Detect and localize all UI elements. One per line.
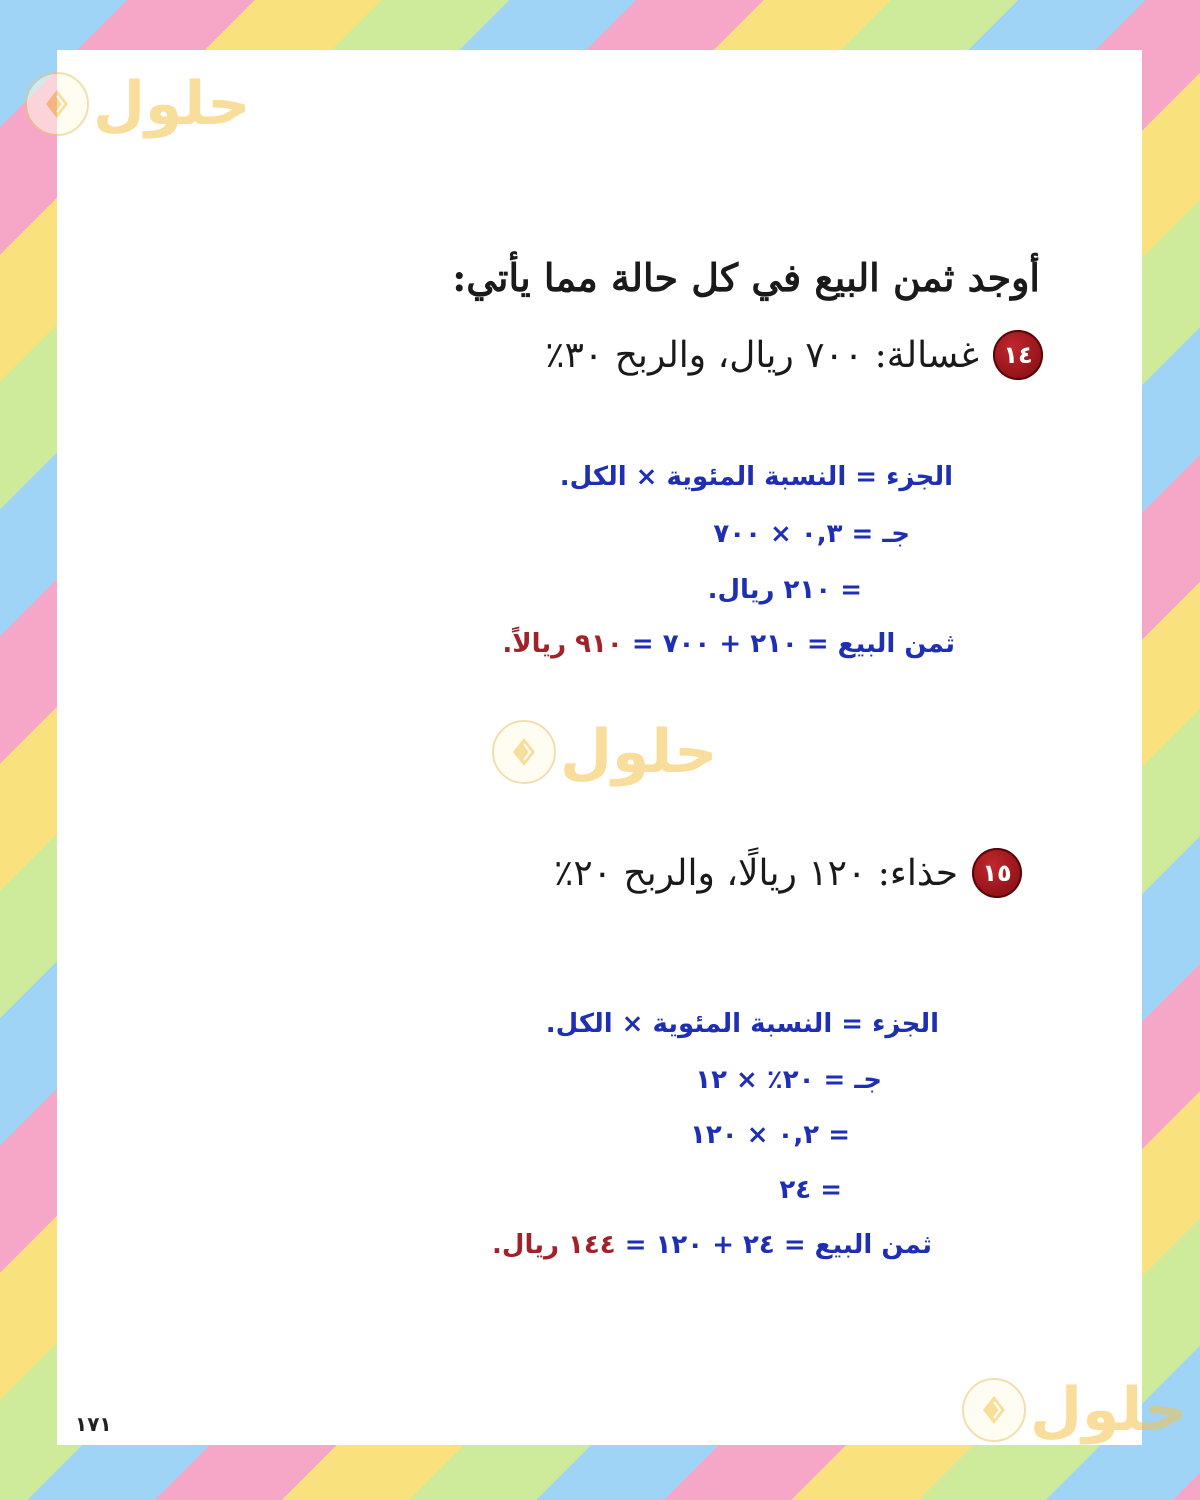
watermark-logo-top: [25, 69, 251, 139]
selling-price-result: ٩١٠ ريالاً.: [502, 629, 623, 659]
solution-14-line-3: = ٢١٠ ريال.: [707, 575, 862, 605]
watermark-text: حلول: [1030, 1375, 1188, 1445]
selling-price-result: ١٤٤ ريال.: [492, 1230, 616, 1260]
selling-price-expression: ثمن البيع = ٢١٠ + ٧٠٠ =: [631, 629, 955, 659]
solution-15-line-1: الجزء = النسبة المئوية × الكل.: [545, 1009, 939, 1039]
watermark-text: حلول: [93, 69, 251, 139]
selling-price-expression: ثمن البيع = ٢٤ + ١٢٠ =: [624, 1230, 932, 1260]
problem-number-badge: ١٤: [993, 330, 1043, 380]
watermark-text: حلول: [560, 717, 718, 787]
book-icon: [25, 72, 89, 136]
problem-text: غسالة: ٧٠٠ ريال، والربح ٣٠٪: [545, 334, 979, 376]
solution-15-line-4: = ٢٤: [779, 1175, 842, 1205]
solution-15-line-3: = ٠,٢ × ١٢٠: [690, 1120, 850, 1150]
problem-14-statement: [545, 330, 1043, 380]
solution-14-line-1: الجزء = النسبة المئوية × الكل.: [559, 462, 953, 492]
solution-14-line-2: جـ = ٠,٣ × ٧٠٠: [713, 519, 910, 549]
solution-15-line-5: [492, 1230, 932, 1260]
watermark-logo-bottom: [962, 1375, 1188, 1445]
solution-15-line-2: جـ = ٢٠٪ × ١٢: [695, 1065, 882, 1095]
exercise-heading: أوجد ثمن البيع في كل حالة مما يأتي:: [452, 255, 1040, 300]
watermark-logo-middle: [492, 717, 718, 787]
problem-number-badge: ١٥: [972, 848, 1022, 898]
problem-15-statement: [554, 848, 1022, 898]
problem-text: حذاء: ١٢٠ ريالًا، والربح ٢٠٪: [553, 852, 958, 894]
book-icon: [492, 720, 556, 784]
book-icon: [962, 1378, 1026, 1442]
page-number: ١٧١: [75, 1412, 112, 1436]
solution-14-line-4: [502, 629, 955, 659]
